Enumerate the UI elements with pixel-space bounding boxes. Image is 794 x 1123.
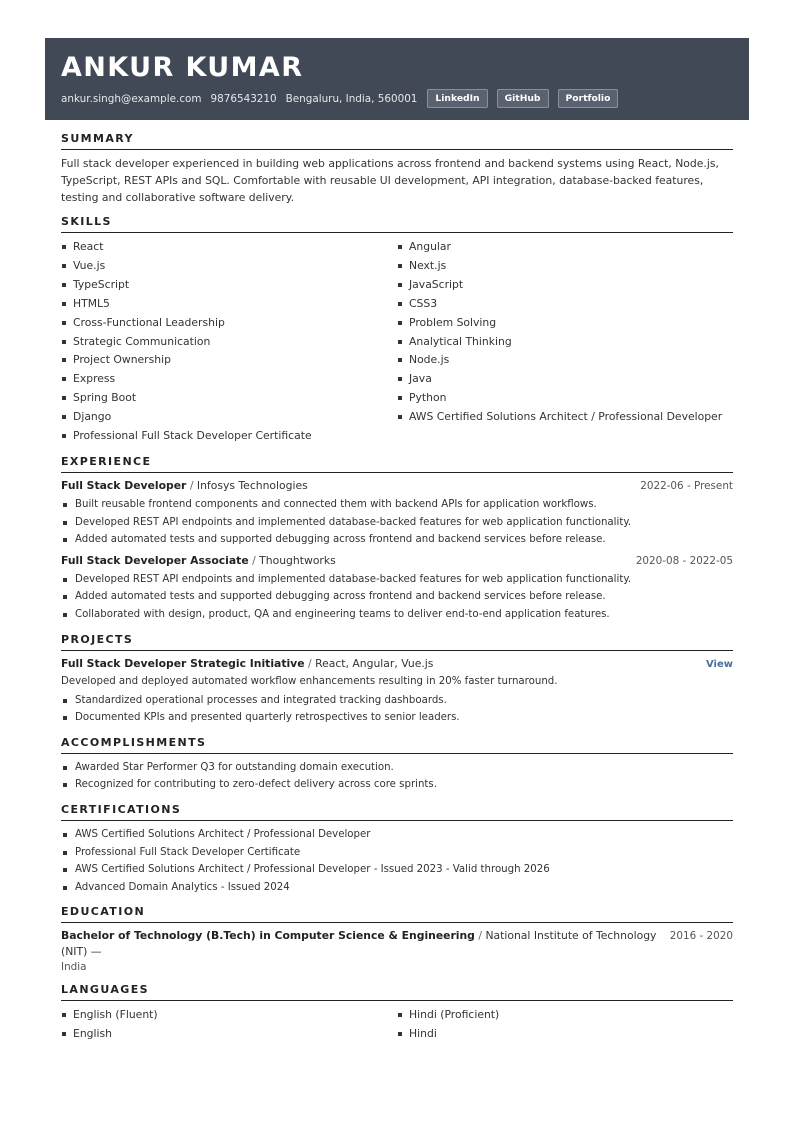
job-date: 2020-08 - 2022-05: [635, 554, 733, 567]
experience-title-line: [61, 478, 308, 494]
skill-item: TypeScript: [61, 276, 397, 295]
language-item: English (Fluent): [61, 1006, 397, 1025]
project-name: Full Stack Developer Strategic Initiative: [61, 656, 305, 670]
projects-heading: PROJECTS: [61, 633, 733, 651]
languages-section: [61, 983, 733, 1044]
job-date: 2022-06 - Present: [640, 479, 733, 492]
project-bullet: Standardized operational processes and integrated tracking dashboards.: [61, 692, 733, 710]
certifications-list: [61, 826, 733, 896]
skill-item: Node.js: [397, 351, 733, 370]
experience-section: [61, 455, 733, 624]
job-bullet: Collaborated with design, product, QA and engineering teams to deliver end-to-end application features.: [61, 606, 733, 624]
certification-item: AWS Certified Solutions Architect / Professional Developer - Issued 2023 - Valid through 2026: [61, 861, 733, 879]
skill-item: React: [61, 238, 397, 257]
linkedin-link-button[interactable]: LinkedIn: [427, 89, 487, 108]
language-item: Hindi: [397, 1025, 733, 1044]
job-bullets: [61, 496, 733, 549]
languages-right-column: [397, 1006, 733, 1044]
accomplishment-item: Recognized for contributing to zero-defect delivery across core sprints.: [61, 776, 733, 794]
summary-heading: SUMMARY: [61, 132, 733, 150]
experience-title-line: [61, 553, 336, 569]
project-entry-header: [61, 656, 733, 673]
job-bullets: [61, 571, 733, 624]
resume-body: [61, 132, 733, 1053]
education-school: National Institute of Technology (NIT) —: [61, 929, 657, 959]
separator: /: [304, 656, 316, 670]
contact-email[interactable]: ankur.singh@example.com: [61, 92, 202, 105]
education-entry-header: [61, 928, 733, 960]
certification-item: Professional Full Stack Developer Certificate: [61, 844, 733, 862]
education-date: 2016 - 2020: [669, 930, 733, 943]
separator: /: [186, 478, 197, 492]
summary-section: [61, 132, 733, 206]
skill-item: Vue.js: [61, 257, 397, 276]
skills-grid: [61, 238, 733, 446]
skill-item: Analytical Thinking: [397, 333, 733, 352]
skill-item: Django: [61, 408, 397, 427]
education-title-line: [61, 928, 670, 960]
experience-heading: EXPERIENCE: [61, 455, 733, 473]
job-bullet: Developed REST API endpoints and implemented database-backed features for web application functionality.: [61, 571, 733, 589]
contact-phone[interactable]: 9876543210: [210, 92, 277, 105]
skill-item: Professional Full Stack Developer Certificate: [61, 427, 397, 446]
certification-item: Advanced Domain Analytics - Issued 2024: [61, 879, 733, 897]
certifications-heading: CERTIFICATIONS: [61, 803, 733, 821]
skill-item: Spring Boot: [61, 389, 397, 408]
project-bullets: [61, 692, 733, 727]
candidate-name: ANKUR KUMAR: [61, 52, 304, 83]
project-bullet: Documented KPIs and presented quarterly retrospectives to senior leaders.: [61, 709, 733, 727]
languages-left-column: [61, 1006, 397, 1044]
contact-location: Bengaluru, India, 560001: [285, 92, 418, 105]
education-location: India: [61, 961, 87, 974]
job-company: Thoughtworks: [259, 553, 336, 567]
language-item: English: [61, 1025, 397, 1044]
github-link-button[interactable]: GitHub: [497, 89, 549, 108]
separator: /: [474, 929, 486, 943]
job-bullet: Developed REST API endpoints and implemented database-backed features for web application functionality.: [61, 514, 733, 532]
project-entry: [61, 656, 733, 727]
project-view-link[interactable]: View: [705, 658, 733, 670]
language-item: Hindi (Proficient): [397, 1006, 733, 1025]
experience-entry: [61, 478, 733, 549]
languages-heading: LANGUAGES: [61, 983, 733, 1001]
skill-item: Cross-Functional Leadership: [61, 314, 397, 333]
job-role: Full Stack Developer Associate: [61, 553, 249, 567]
experience-entry-header: [61, 553, 733, 569]
skill-item: Problem Solving: [397, 314, 733, 333]
experience-entry: [61, 553, 733, 624]
skills-heading: SKILLS: [61, 215, 733, 233]
accomplishment-item: Awarded Star Performer Q3 for outstanding domain execution.: [61, 759, 733, 777]
skill-item: Angular: [397, 238, 733, 257]
skills-left-column: [61, 238, 397, 446]
job-bullet: Added automated tests and supported debugging across frontend and backend services before release.: [61, 588, 733, 606]
contact-row: [61, 89, 733, 108]
education-degree: Bachelor of Technology (B.Tech) in Computer Science & Engineering: [61, 929, 475, 943]
education-heading: EDUCATION: [61, 905, 733, 923]
accomplishments-list: [61, 759, 733, 794]
job-company: Infosys Technologies: [196, 478, 308, 492]
resume-header: [45, 38, 749, 120]
job-bullet: Built reusable frontend components and connected them with backend APIs for application workflows.: [61, 496, 733, 514]
skills-right-column: [397, 238, 733, 446]
skill-item: Project Ownership: [61, 351, 397, 370]
project-title-line: [61, 656, 433, 672]
summary-text: Full stack developer experienced in building web applications across frontend and backend systems using React, Node.js, TypeScript, REST APIs and SQL. Comfortable with reusable UI development, API integration, database-backed features, testing and collaborative software delivery.: [61, 157, 719, 204]
job-bullet: Added automated tests and supported debugging across frontend and backend services before release.: [61, 531, 733, 549]
certifications-section: [61, 803, 733, 896]
skill-item: Python: [397, 389, 733, 408]
skill-item: Next.js: [397, 257, 733, 276]
portfolio-link-button[interactable]: Portfolio: [558, 89, 619, 108]
languages-grid: [61, 1006, 733, 1044]
education-section: [61, 905, 733, 974]
experience-entry-header: [61, 478, 733, 494]
certification-item: AWS Certified Solutions Architect / Professional Developer: [61, 826, 733, 844]
skill-item: HTML5: [61, 295, 397, 314]
skill-item: Java: [397, 370, 733, 389]
projects-section: [61, 633, 733, 727]
skill-item: CSS3: [397, 295, 733, 314]
skill-item: Strategic Communication: [61, 333, 397, 352]
project-tech: React, Angular, Vue.js: [315, 656, 434, 670]
job-role: Full Stack Developer: [61, 478, 187, 492]
accomplishments-section: [61, 736, 733, 794]
skill-item: Express: [61, 370, 397, 389]
skills-section: [61, 215, 733, 446]
separator: /: [248, 553, 260, 567]
skill-item: AWS Certified Solutions Architect / Professional Developer: [397, 408, 733, 427]
skill-item: JavaScript: [397, 276, 733, 295]
accomplishments-heading: ACCOMPLISHMENTS: [61, 736, 733, 754]
project-description: Developed and deployed automated workflow enhancements resulting in 20% faster turnaround.: [61, 675, 558, 687]
